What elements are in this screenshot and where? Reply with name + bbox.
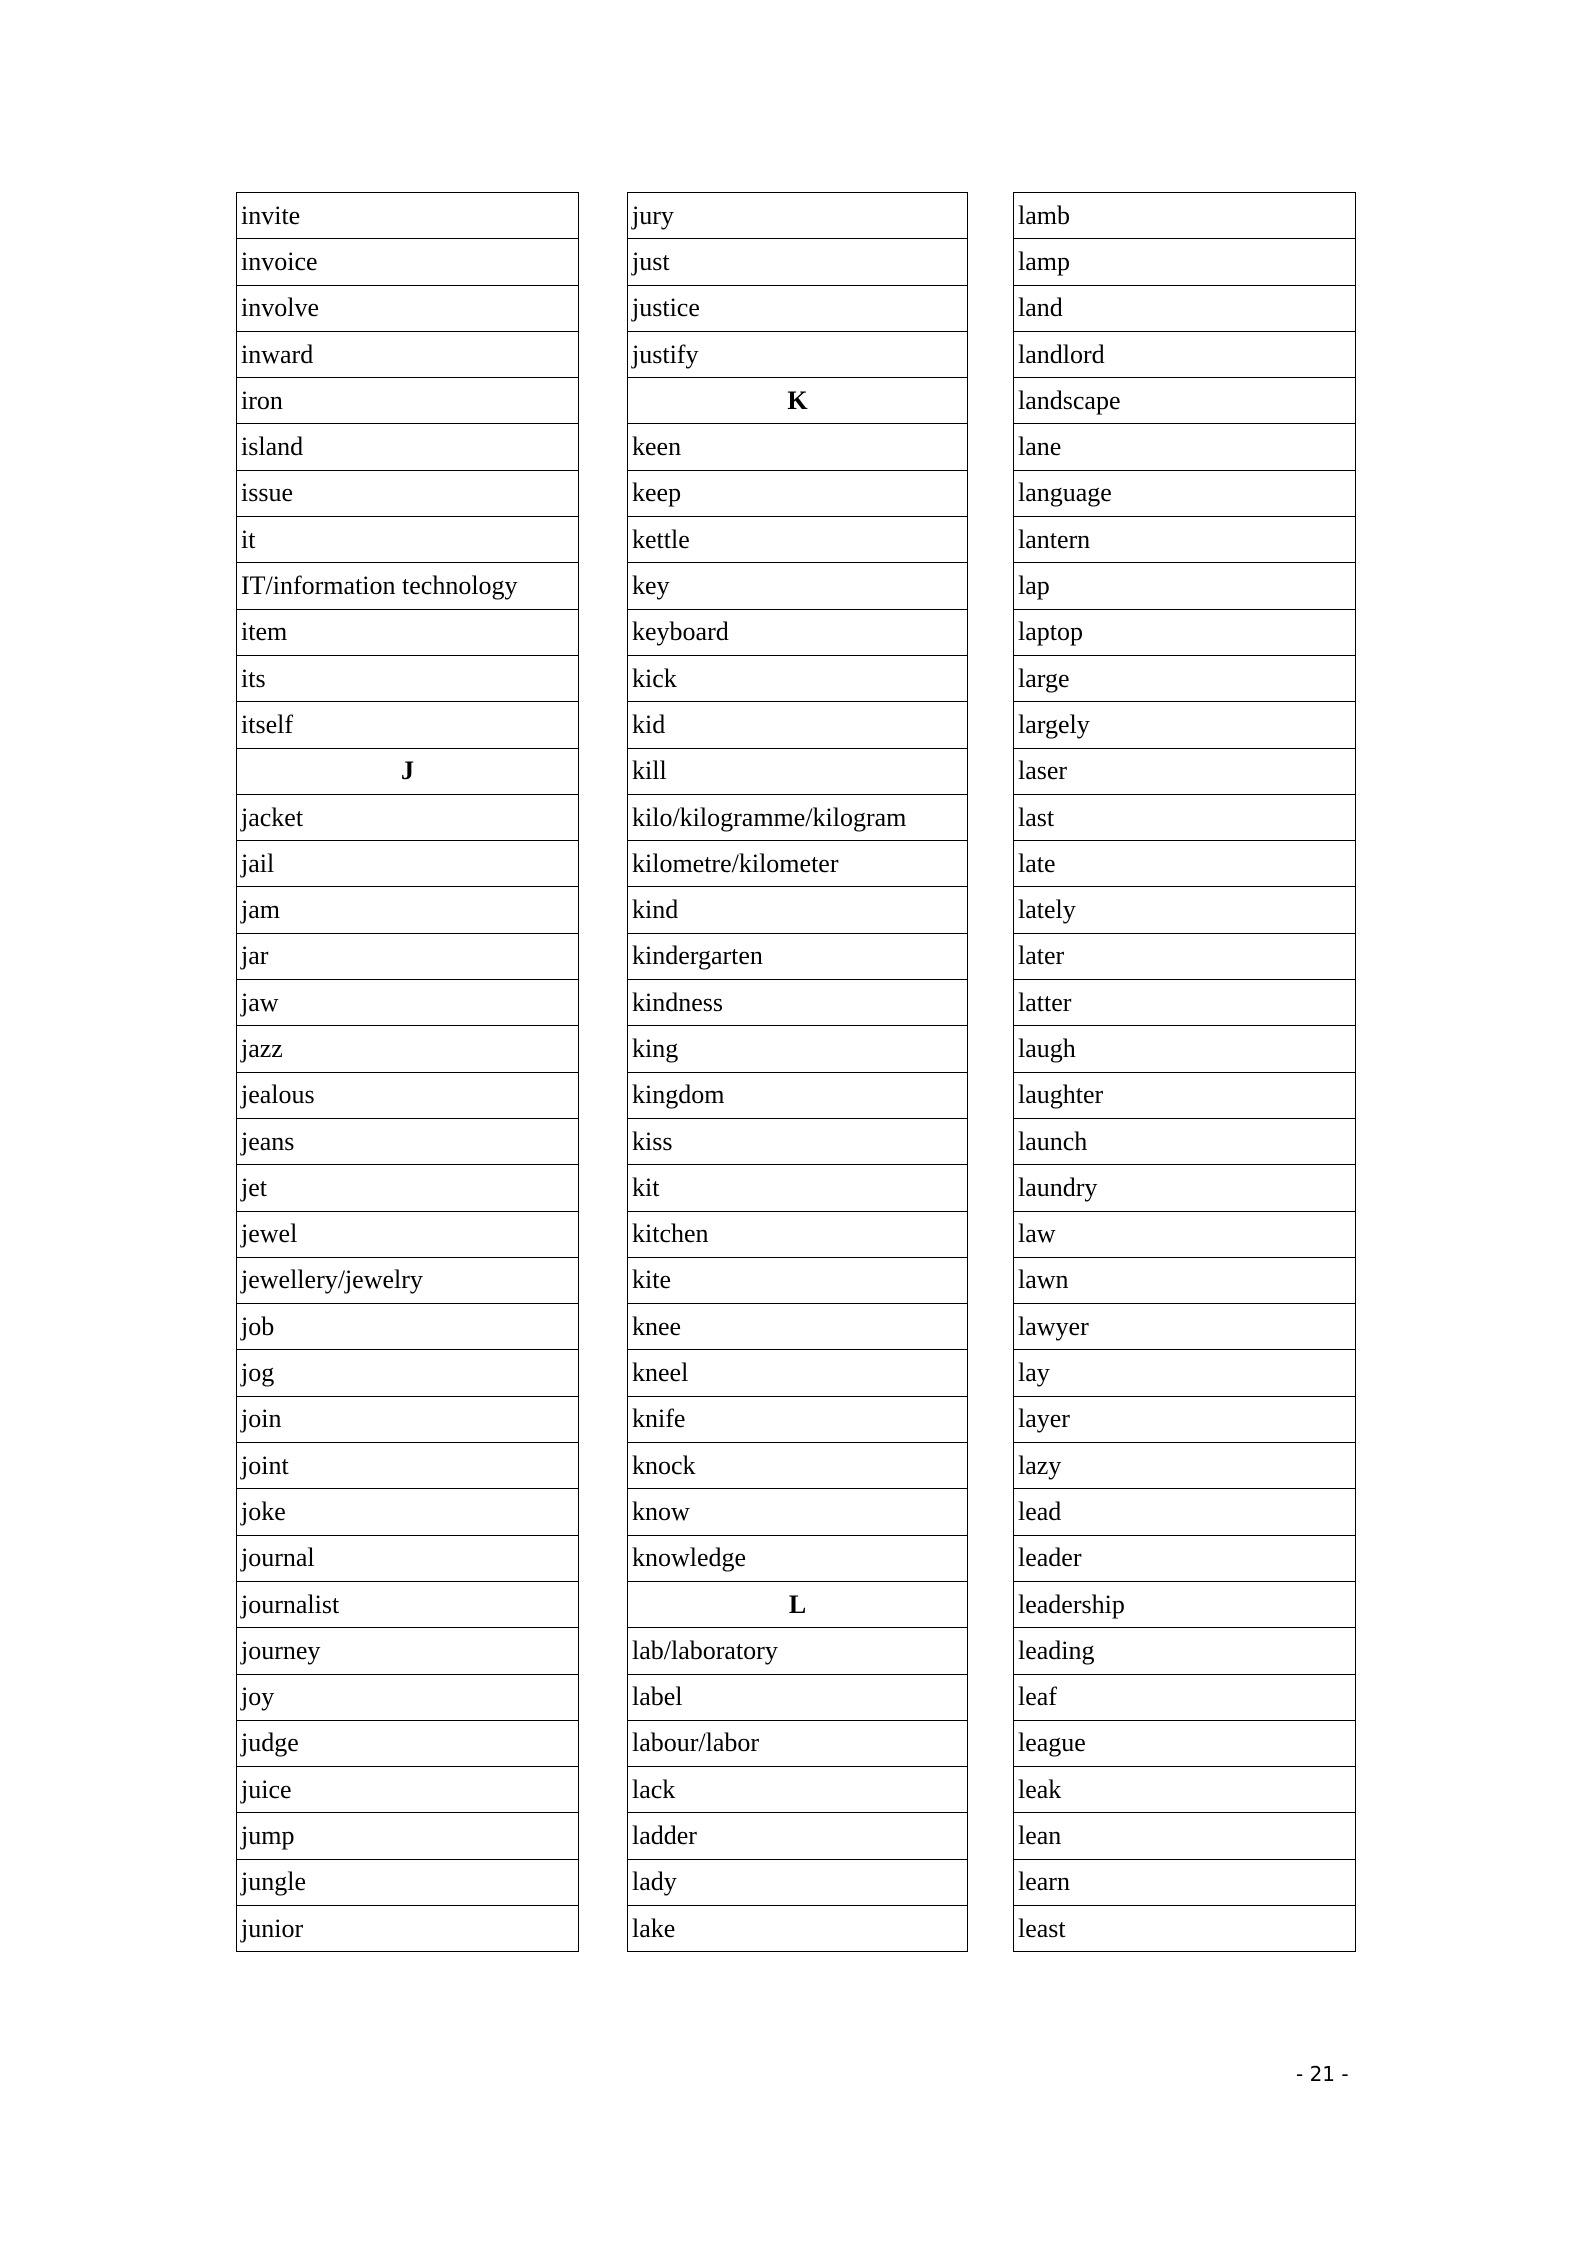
word-cell: journal: [237, 1535, 579, 1581]
word-cell: keyboard: [628, 609, 968, 655]
word-cell: lake: [628, 1905, 968, 1951]
word-cell: league: [1014, 1720, 1356, 1766]
word-cell: kick: [628, 655, 968, 701]
word-row: [628, 1165, 968, 1211]
letter-heading-row: [628, 378, 968, 424]
word-cell: land: [1014, 285, 1356, 331]
word-cell: it: [237, 517, 579, 563]
word-cell: invite: [237, 193, 579, 239]
word-row: [628, 655, 968, 701]
word-row: [237, 1581, 579, 1627]
word-row: [237, 378, 579, 424]
word-row: [237, 1211, 579, 1257]
word-cell: king: [628, 1026, 968, 1072]
word-row: [237, 1674, 579, 1720]
word-row: [1014, 887, 1356, 933]
word-row: [1014, 1257, 1356, 1303]
word-cell: jazz: [237, 1026, 579, 1072]
word-row: [237, 841, 579, 887]
word-row: [1014, 1211, 1356, 1257]
word-cell: just: [628, 239, 968, 285]
word-cell: lazy: [1014, 1443, 1356, 1489]
word-cell: journalist: [237, 1581, 579, 1627]
word-row: [1014, 1026, 1356, 1072]
word-row: [628, 563, 968, 609]
word-row: [1014, 1489, 1356, 1535]
word-row: [1014, 1072, 1356, 1118]
word-row: [1014, 470, 1356, 516]
word-list-column-2: [627, 192, 968, 1952]
word-row: [1014, 1720, 1356, 1766]
word-row: [237, 517, 579, 563]
word-cell: language: [1014, 470, 1356, 516]
word-cell: ladder: [628, 1813, 968, 1859]
word-cell: join: [237, 1396, 579, 1442]
word-cell: jungle: [237, 1859, 579, 1905]
word-cell: jeans: [237, 1118, 579, 1164]
word-cell: joke: [237, 1489, 579, 1535]
word-row: [628, 841, 968, 887]
word-row: [628, 933, 968, 979]
word-row: [237, 1859, 579, 1905]
word-cell: lay: [1014, 1350, 1356, 1396]
word-row: [1014, 1118, 1356, 1164]
word-row: [1014, 563, 1356, 609]
word-list-column-1: [236, 192, 579, 1952]
word-row: [628, 887, 968, 933]
word-cell: invoice: [237, 239, 579, 285]
word-cell: lamp: [1014, 239, 1356, 285]
word-cell: lack: [628, 1767, 968, 1813]
word-row: [628, 1489, 968, 1535]
word-cell: item: [237, 609, 579, 655]
word-row: [1014, 378, 1356, 424]
word-row: [1014, 609, 1356, 655]
word-row: [628, 1026, 968, 1072]
word-cell: kill: [628, 748, 968, 794]
word-cell: learn: [1014, 1859, 1356, 1905]
word-row: [237, 1489, 579, 1535]
word-cell: involve: [237, 285, 579, 331]
word-row: [628, 1859, 968, 1905]
word-row: [237, 285, 579, 331]
word-cell: keen: [628, 424, 968, 470]
word-row: [1014, 1905, 1356, 1951]
word-row: [1014, 1767, 1356, 1813]
word-row: [237, 193, 579, 239]
word-row: [628, 239, 968, 285]
word-cell: its: [237, 655, 579, 701]
word-row: [237, 1628, 579, 1674]
word-cell: lamb: [1014, 193, 1356, 239]
word-row: [237, 887, 579, 933]
word-row: [1014, 702, 1356, 748]
word-cell: kindergarten: [628, 933, 968, 979]
word-row: [628, 1304, 968, 1350]
word-cell: kettle: [628, 517, 968, 563]
word-row: [628, 1072, 968, 1118]
word-row: [237, 1072, 579, 1118]
word-cell: kneel: [628, 1350, 968, 1396]
word-row: [237, 331, 579, 377]
word-row: [628, 1628, 968, 1674]
word-cell: kilometre/kilometer: [628, 841, 968, 887]
letter-heading: L: [628, 1581, 968, 1627]
word-cell: leak: [1014, 1767, 1356, 1813]
word-cell: key: [628, 563, 968, 609]
word-row: [1014, 841, 1356, 887]
word-cell: lean: [1014, 1813, 1356, 1859]
word-cell: journey: [237, 1628, 579, 1674]
word-cell: landscape: [1014, 378, 1356, 424]
word-row: [628, 1443, 968, 1489]
word-cell: jaw: [237, 980, 579, 1026]
word-row: [1014, 1535, 1356, 1581]
word-row: [237, 239, 579, 285]
word-row: [628, 1257, 968, 1303]
word-cell: least: [1014, 1905, 1356, 1951]
word-row: [628, 1674, 968, 1720]
word-row: [628, 517, 968, 563]
word-cell: inward: [237, 331, 579, 377]
word-cell: kite: [628, 1257, 968, 1303]
word-row: [237, 424, 579, 470]
word-row: [1014, 1859, 1356, 1905]
word-cell: largely: [1014, 702, 1356, 748]
word-row: [628, 1767, 968, 1813]
word-cell: laptop: [1014, 609, 1356, 655]
word-cell: jewellery/jewelry: [237, 1257, 579, 1303]
word-cell: kid: [628, 702, 968, 748]
word-row: [1014, 331, 1356, 377]
word-row: [237, 609, 579, 655]
word-cell: lantern: [1014, 517, 1356, 563]
page-number: - 21 -: [1296, 2062, 1349, 2086]
word-row: [1014, 1674, 1356, 1720]
word-cell: laughter: [1014, 1072, 1356, 1118]
word-row: [628, 470, 968, 516]
word-cell: leaf: [1014, 1674, 1356, 1720]
word-cell: lead: [1014, 1489, 1356, 1535]
word-cell: laser: [1014, 748, 1356, 794]
word-row: [628, 1211, 968, 1257]
word-cell: law: [1014, 1211, 1356, 1257]
word-cell: labour/labor: [628, 1720, 968, 1766]
word-cell: knee: [628, 1304, 968, 1350]
word-row: [628, 609, 968, 655]
word-cell: jump: [237, 1813, 579, 1859]
word-cell: laugh: [1014, 1026, 1356, 1072]
word-cell: kit: [628, 1165, 968, 1211]
word-cell: jacket: [237, 794, 579, 840]
word-row: [1014, 1350, 1356, 1396]
word-row: [628, 285, 968, 331]
word-row: [1014, 1165, 1356, 1211]
word-row: [628, 1535, 968, 1581]
word-cell: launch: [1014, 1118, 1356, 1164]
word-cell: jet: [237, 1165, 579, 1211]
word-cell: laundry: [1014, 1165, 1356, 1211]
word-cell: kiss: [628, 1118, 968, 1164]
word-row: [237, 1535, 579, 1581]
word-row: [237, 470, 579, 516]
word-row: [1014, 748, 1356, 794]
word-cell: label: [628, 1674, 968, 1720]
word-cell: junior: [237, 1905, 579, 1951]
word-cell: knife: [628, 1396, 968, 1442]
word-row: [628, 748, 968, 794]
word-row: [628, 1813, 968, 1859]
word-row: [237, 1257, 579, 1303]
word-row: [1014, 1581, 1356, 1627]
word-cell: know: [628, 1489, 968, 1535]
word-cell: lane: [1014, 424, 1356, 470]
word-row: [237, 980, 579, 1026]
word-row: [628, 980, 968, 1026]
word-cell: jail: [237, 841, 579, 887]
word-cell: kitchen: [628, 1211, 968, 1257]
word-row: [1014, 933, 1356, 979]
word-row: [237, 794, 579, 840]
word-row: [1014, 794, 1356, 840]
word-row: [1014, 424, 1356, 470]
word-cell: IT/information technology: [237, 563, 579, 609]
word-row: [628, 794, 968, 840]
word-row: [237, 1767, 579, 1813]
word-row: [1014, 1813, 1356, 1859]
word-cell: jog: [237, 1350, 579, 1396]
word-row: [1014, 980, 1356, 1026]
word-row: [237, 1304, 579, 1350]
word-row: [1014, 1443, 1356, 1489]
word-row: [237, 702, 579, 748]
word-row: [237, 563, 579, 609]
word-row: [1014, 1304, 1356, 1350]
word-cell: kindness: [628, 980, 968, 1026]
word-row: [628, 193, 968, 239]
word-cell: leader: [1014, 1535, 1356, 1581]
word-row: [628, 424, 968, 470]
word-cell: layer: [1014, 1396, 1356, 1442]
word-row: [237, 1813, 579, 1859]
word-cell: kingdom: [628, 1072, 968, 1118]
word-cell: jewel: [237, 1211, 579, 1257]
word-cell: justify: [628, 331, 968, 377]
word-cell: lawyer: [1014, 1304, 1356, 1350]
word-row: [1014, 1396, 1356, 1442]
word-cell: large: [1014, 655, 1356, 701]
word-row: [1014, 1628, 1356, 1674]
word-cell: latter: [1014, 980, 1356, 1026]
word-row: [237, 1026, 579, 1072]
word-cell: lab/laboratory: [628, 1628, 968, 1674]
word-row: [237, 933, 579, 979]
word-row: [237, 1443, 579, 1489]
word-list-column-3: [1013, 192, 1356, 1952]
word-cell: lately: [1014, 887, 1356, 933]
word-cell: lady: [628, 1859, 968, 1905]
word-cell: justice: [628, 285, 968, 331]
letter-heading-row: [628, 1581, 968, 1627]
word-row: [237, 1165, 579, 1211]
word-row: [628, 331, 968, 377]
word-row: [628, 1350, 968, 1396]
word-row: [628, 702, 968, 748]
word-row: [1014, 655, 1356, 701]
letter-heading: K: [628, 378, 968, 424]
word-cell: landlord: [1014, 331, 1356, 377]
word-row: [628, 1905, 968, 1951]
word-row: [237, 1905, 579, 1951]
word-cell: jam: [237, 887, 579, 933]
word-row: [237, 655, 579, 701]
word-cell: leading: [1014, 1628, 1356, 1674]
word-row: [237, 1350, 579, 1396]
word-cell: joy: [237, 1674, 579, 1720]
word-cell: leadership: [1014, 1581, 1356, 1627]
word-cell: keep: [628, 470, 968, 516]
word-row: [628, 1118, 968, 1164]
word-row: [237, 1720, 579, 1766]
word-cell: island: [237, 424, 579, 470]
word-row: [1014, 193, 1356, 239]
word-cell: judge: [237, 1720, 579, 1766]
word-row: [628, 1720, 968, 1766]
word-cell: job: [237, 1304, 579, 1350]
word-row: [1014, 285, 1356, 331]
word-cell: joint: [237, 1443, 579, 1489]
word-cell: knowledge: [628, 1535, 968, 1581]
word-cell: iron: [237, 378, 579, 424]
word-cell: lawn: [1014, 1257, 1356, 1303]
word-cell: later: [1014, 933, 1356, 979]
letter-heading: J: [237, 748, 579, 794]
word-cell: issue: [237, 470, 579, 516]
word-cell: late: [1014, 841, 1356, 887]
word-cell: last: [1014, 794, 1356, 840]
word-cell: juice: [237, 1767, 579, 1813]
word-cell: jar: [237, 933, 579, 979]
word-cell: lap: [1014, 563, 1356, 609]
word-cell: jury: [628, 193, 968, 239]
word-cell: jealous: [237, 1072, 579, 1118]
word-cell: kind: [628, 887, 968, 933]
word-row: [237, 1396, 579, 1442]
word-cell: knock: [628, 1443, 968, 1489]
word-row: [1014, 239, 1356, 285]
word-cell: kilo/kilogramme/kilogram: [628, 794, 968, 840]
word-row: [628, 1396, 968, 1442]
word-cell: itself: [237, 702, 579, 748]
word-row: [1014, 517, 1356, 563]
word-row: [237, 1118, 579, 1164]
letter-heading-row: [237, 748, 579, 794]
